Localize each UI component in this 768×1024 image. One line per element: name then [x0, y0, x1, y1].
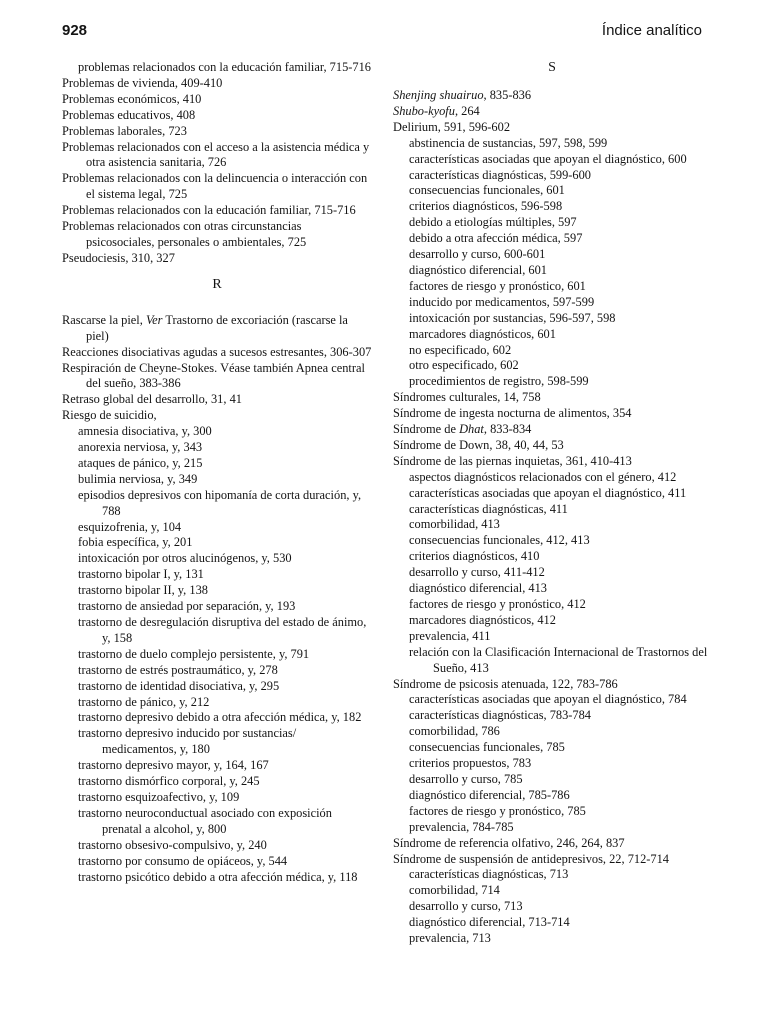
index-subentry: [393, 629, 711, 645]
entry-text: trastorno psicótico debido a otra afección médica, y, 118: [78, 869, 358, 884]
entry-text: Síndrome de psicosis atenuada, 122, 783-786: [393, 676, 618, 691]
entry-text: episodios depresivos con hipomanía de corta duración, y, 788: [78, 487, 362, 518]
index-subentry: [393, 613, 711, 629]
entry-text: características diagnósticas, 713: [409, 867, 569, 882]
entry-text: anorexia nerviosa, y, 343: [78, 440, 203, 455]
entry-text: comorbilidad, 413: [409, 517, 500, 532]
entry-text: prevalencia, 784-785: [409, 819, 514, 834]
index-subentry: [62, 567, 372, 583]
index-subentry: [62, 472, 372, 488]
entry-text: aspectos diagnósticos relacionados con el género, 412: [409, 469, 677, 484]
index-column-right: [393, 60, 711, 947]
index-subentry: [393, 883, 711, 899]
index-subentry: [393, 486, 711, 502]
index-subentry: [62, 456, 372, 472]
entry-text: Síndrome de suspensión de antidepresivos, 22, 712-714: [393, 851, 670, 866]
index-subentry: [393, 931, 711, 947]
entry-text: Problemas relacionados con otras circunstancias psicosociales, personales o ambientales, 725: [62, 219, 307, 249]
entry-text: criterios propuestos, 783: [409, 756, 532, 771]
entry-text: trastorno depresivo inducido por sustancias/ medicamentos, y, 180: [78, 726, 297, 757]
entry-text: debido a etiologías múltiples, 597: [409, 215, 577, 230]
entry-text: factores de riesgo y pronóstico, 601: [409, 278, 586, 293]
entry-text: consecuencias funcionales, 412, 413: [409, 533, 590, 548]
index-entry: [62, 251, 372, 267]
entry-text: amnesia disociativa, y, 300: [78, 424, 212, 439]
index-subentry: [62, 535, 372, 551]
index-entry: [62, 392, 372, 408]
entry-text: trastorno bipolar I, y, 131: [78, 567, 204, 582]
entry-text: características diagnósticas, 783-784: [409, 708, 592, 723]
entry-text: Problemas de vivienda, 409-410: [62, 75, 223, 90]
entry-text: intoxicación por sustancias, 596-597, 598: [409, 310, 616, 325]
entry-text: S: [548, 60, 556, 75]
index-subentry: [62, 710, 372, 726]
italic-text: Ver: [145, 312, 163, 327]
index-subentry: [393, 231, 711, 247]
entry-text: Respiración de Cheyne-Stokes. Véase también Apnea central del sueño, 383-386: [62, 360, 365, 391]
index-subentry: [62, 551, 372, 567]
index-subentry: [393, 867, 711, 883]
index-subentry: [62, 870, 372, 886]
index-subentry: [62, 758, 372, 774]
index-subentry: [393, 279, 711, 295]
entry-text: trastorno de duelo complejo persistente, y, 791: [78, 646, 310, 661]
index-subentry: [393, 899, 711, 915]
entry-text: factores de riesgo y pronóstico, 785: [409, 803, 586, 818]
entry-text: factores de riesgo y pronóstico, 412: [409, 597, 586, 611]
page-number: 928: [62, 22, 88, 39]
entry-text: trastorno depresivo mayor, y, 164, 167: [78, 758, 269, 773]
entry-text: Problemas económicos, 410: [62, 91, 202, 106]
index-subentry: [62, 599, 372, 615]
entry-text: no especificado, 602: [409, 342, 512, 357]
index-subentry: [393, 502, 711, 518]
entry-text: , 264: [454, 103, 480, 118]
index-entry: [393, 422, 711, 438]
index-subentry: [393, 136, 711, 152]
index-subentry: [62, 838, 372, 854]
entry-text: bulimia nerviosa, y, 349: [78, 471, 198, 486]
index-subentry: [393, 740, 711, 756]
entry-text: trastorno de ansiedad por separación, y, 193: [78, 599, 296, 614]
entry-text: marcadores diagnósticos, 601: [409, 326, 556, 341]
index-subentry: [393, 772, 711, 788]
index-subentry: [393, 215, 711, 231]
entry-text: consecuencias funcionales, 785: [409, 740, 565, 755]
index-subentry: [62, 695, 372, 711]
index-subentry: [393, 263, 711, 279]
entry-text: marcadores diagnósticos, 412: [409, 612, 556, 627]
index-subentry: [393, 692, 711, 708]
index-subentry: [393, 533, 711, 549]
entry-text: trastorno de identidad disociativa, y, 295: [78, 678, 280, 693]
index-entry: [62, 313, 372, 345]
entry-text: trastorno dismórfico corporal, y, 245: [78, 774, 260, 789]
index-subentry: [393, 597, 711, 613]
entry-text: características asociadas que apoyan el diagnóstico, 600: [409, 151, 687, 166]
index-entry: [62, 408, 372, 424]
entry-text: comorbilidad, 714: [409, 883, 500, 898]
entry-text: prevalencia, 411: [409, 628, 491, 643]
index-entry: [62, 140, 372, 172]
index-subentry: [393, 708, 711, 724]
index-subentry: [393, 645, 711, 677]
index-subentry: [393, 517, 711, 533]
index-subentry: [62, 615, 372, 647]
entry-text: Rascarse la piel,: [62, 312, 146, 327]
italic-text: Shubo-kyofu: [393, 103, 455, 118]
index-subentry: [393, 343, 711, 359]
entry-text: Problemas relacionados con la delincuencia o interacción con el sistema legal, 725: [62, 171, 368, 202]
entry-text: inducido por medicamentos, 597-599: [409, 294, 595, 309]
index-entry: [393, 454, 711, 470]
entry-text: comorbilidad, 786: [409, 724, 500, 739]
entry-text: Trastorno de excoriación (rascarse la piel): [86, 312, 348, 343]
index-subentry: [393, 756, 711, 772]
index-subentry: [62, 424, 372, 440]
entry-text: criterios diagnósticos, 596-598: [409, 199, 563, 214]
entry-text: procedimientos de registro, 598-599: [409, 374, 589, 389]
entry-text: criterios diagnósticos, 410: [409, 549, 540, 564]
index-subentry: [393, 311, 711, 327]
entry-text: Síndromes culturales, 14, 758: [393, 390, 541, 405]
index-subentry: [393, 788, 711, 804]
index-entry: [393, 120, 711, 136]
index-subentry: [393, 470, 711, 486]
index-entry: [393, 88, 711, 104]
entry-text: trastorno esquizoafectivo, y, 109: [78, 789, 240, 804]
entry-text: trastorno bipolar II, y, 138: [78, 583, 208, 598]
index-subentry: [393, 565, 711, 581]
index-subentry: [62, 679, 372, 695]
entry-text: trastorno depresivo debido a otra afección médica, y, 182: [78, 710, 362, 725]
entry-text: diagnóstico diferencial, 601: [409, 262, 547, 277]
section-letter: [393, 60, 711, 76]
entry-text: diagnóstico diferencial, 785-786: [409, 787, 570, 802]
entry-text: desarrollo y curso, 713: [409, 899, 523, 914]
entry-text: características diagnósticas, 599-600: [409, 167, 592, 182]
entry-text: abstinencia de sustancias, 597, 598, 599: [409, 135, 608, 150]
index-subentry: [62, 647, 372, 663]
entry-text: Síndrome de Down, 38, 40, 44, 53: [393, 437, 564, 452]
index-subentry: [62, 726, 372, 758]
index-subentry: [393, 804, 711, 820]
italic-text: Dhat: [459, 422, 484, 437]
index-entry: [62, 203, 372, 219]
index-entry: [393, 852, 711, 868]
index-entry: [62, 124, 372, 140]
index-subentry: [393, 247, 711, 263]
entry-text: desarrollo y curso, 600-601: [409, 247, 546, 262]
entry-text: fobia específica, y, 201: [78, 535, 193, 550]
entry-text: consecuencias funcionales, 601: [409, 183, 565, 198]
index-subentry: [62, 440, 372, 456]
entry-text: intoxicación por otros alucinógenos, y, 530: [78, 551, 292, 566]
index-subentry: [393, 295, 711, 311]
entry-text: trastorno de desregulación disruptiva del estado de ánimo, y, 158: [78, 615, 367, 645]
index-subentry: [62, 488, 372, 520]
index-subentry: [62, 520, 372, 536]
entry-text: Síndrome de ingesta nocturna de alimentos, 354: [393, 406, 632, 421]
entry-text: características diagnósticas, 411: [409, 501, 568, 516]
entry-text: trastorno por consumo de opiáceos, y, 544: [78, 853, 288, 868]
index-entry: [393, 104, 711, 120]
index-subentry: [393, 549, 711, 565]
entry-text: diagnóstico diferencial, 713-714: [409, 915, 570, 930]
entry-text: problemas relacionados con la educación familiar, 715-716: [78, 60, 371, 74]
entry-text: Síndrome de las piernas inquietas, 361, 410-413: [393, 453, 632, 468]
entry-text: Síndrome de: [393, 422, 460, 437]
index-subentry: [62, 583, 372, 599]
entry-text: esquizofrenia, y, 104: [78, 519, 182, 534]
entry-text: Problemas laborales, 723: [62, 123, 187, 138]
entry-text: Problemas educativos, 408: [62, 107, 196, 122]
entry-text: características asociadas que apoyan el diagnóstico, 411: [409, 485, 687, 500]
entry-text: Reacciones disociativas agudas a sucesos estresantes, 306-307: [62, 344, 372, 359]
index-entry: [62, 345, 372, 361]
index-subentry: [393, 374, 711, 390]
entry-text: Riesgo de suicidio,: [62, 408, 157, 423]
entry-text: , 833-834: [483, 422, 532, 437]
section-letter: [62, 277, 372, 293]
index-subentry: [62, 854, 372, 870]
entry-text: Delirium, 591, 596-602: [393, 119, 511, 134]
entry-text: prevalencia, 713: [409, 931, 491, 946]
running-header-title: Índice analítico: [601, 22, 702, 39]
index-entry: [62, 108, 372, 124]
entry-text: trastorno de pánico, y, 212: [78, 694, 210, 709]
entry-text: debido a otra afección médica, 597: [409, 231, 583, 246]
index-subentry: [393, 358, 711, 374]
index-entry: [62, 76, 372, 92]
index-subentry: [393, 915, 711, 931]
index-subentry: [62, 663, 372, 679]
entry-text: R: [212, 276, 222, 292]
entry-text: Pseudociesis, 310, 327: [62, 250, 175, 265]
index-subentry: [62, 774, 372, 790]
index-subentry: [62, 60, 372, 76]
index-subentry: [393, 581, 711, 597]
index-entry: [393, 406, 711, 422]
index-subentry: [62, 790, 372, 806]
index-subentry: [393, 199, 711, 215]
index-entry: [62, 219, 372, 251]
entry-text: trastorno obsesivo-compulsivo, y, 240: [78, 837, 267, 852]
italic-text: Shenjing shuairuo: [393, 88, 484, 102]
index-subentry: [393, 820, 711, 836]
index-subentry: [393, 152, 711, 168]
entry-text: trastorno de estrés postraumático, y, 278: [78, 662, 278, 677]
index-entry: [62, 171, 372, 203]
entry-text: otro especificado, 602: [409, 358, 519, 373]
entry-text: características asociadas que apoyan el diagnóstico, 784: [409, 692, 687, 707]
entry-text: trastorno neuroconductual asociado con exposición prenatal a alcohol, y, 800: [78, 805, 332, 836]
index-entry: [62, 92, 372, 108]
entry-text: Retraso global del desarrollo, 31, 41: [62, 392, 242, 407]
entry-text: Problemas relacionados con el acceso a la asistencia médica y otra asistencia sanitaria, 726: [62, 139, 370, 170]
entry-text: , 835-836: [483, 88, 532, 102]
index-subentry: [393, 327, 711, 343]
index-subentry: [393, 183, 711, 199]
entry-text: ataques de pánico, y, 215: [78, 455, 203, 470]
index-entry: [62, 361, 372, 393]
entry-text: Problemas relacionados con la educación familiar, 715-716: [62, 203, 356, 218]
index-column-left: [62, 60, 372, 885]
entry-text: Síndrome de referencia olfativo, 246, 264, 837: [393, 835, 625, 850]
index-subentry: [393, 724, 711, 740]
index-entry: [393, 390, 711, 406]
entry-text: relación con la Clasificación Internacional de Trastornos del Sueño, 413: [409, 644, 708, 675]
entry-text: desarrollo y curso, 411-412: [409, 565, 545, 580]
index-entry: [393, 438, 711, 454]
index-subentry: [62, 806, 372, 838]
index-entry: [393, 677, 711, 693]
index-entry: [393, 836, 711, 852]
entry-text: diagnóstico diferencial, 413: [409, 581, 547, 596]
index-subentry: [393, 168, 711, 184]
entry-text: desarrollo y curso, 785: [409, 771, 523, 786]
